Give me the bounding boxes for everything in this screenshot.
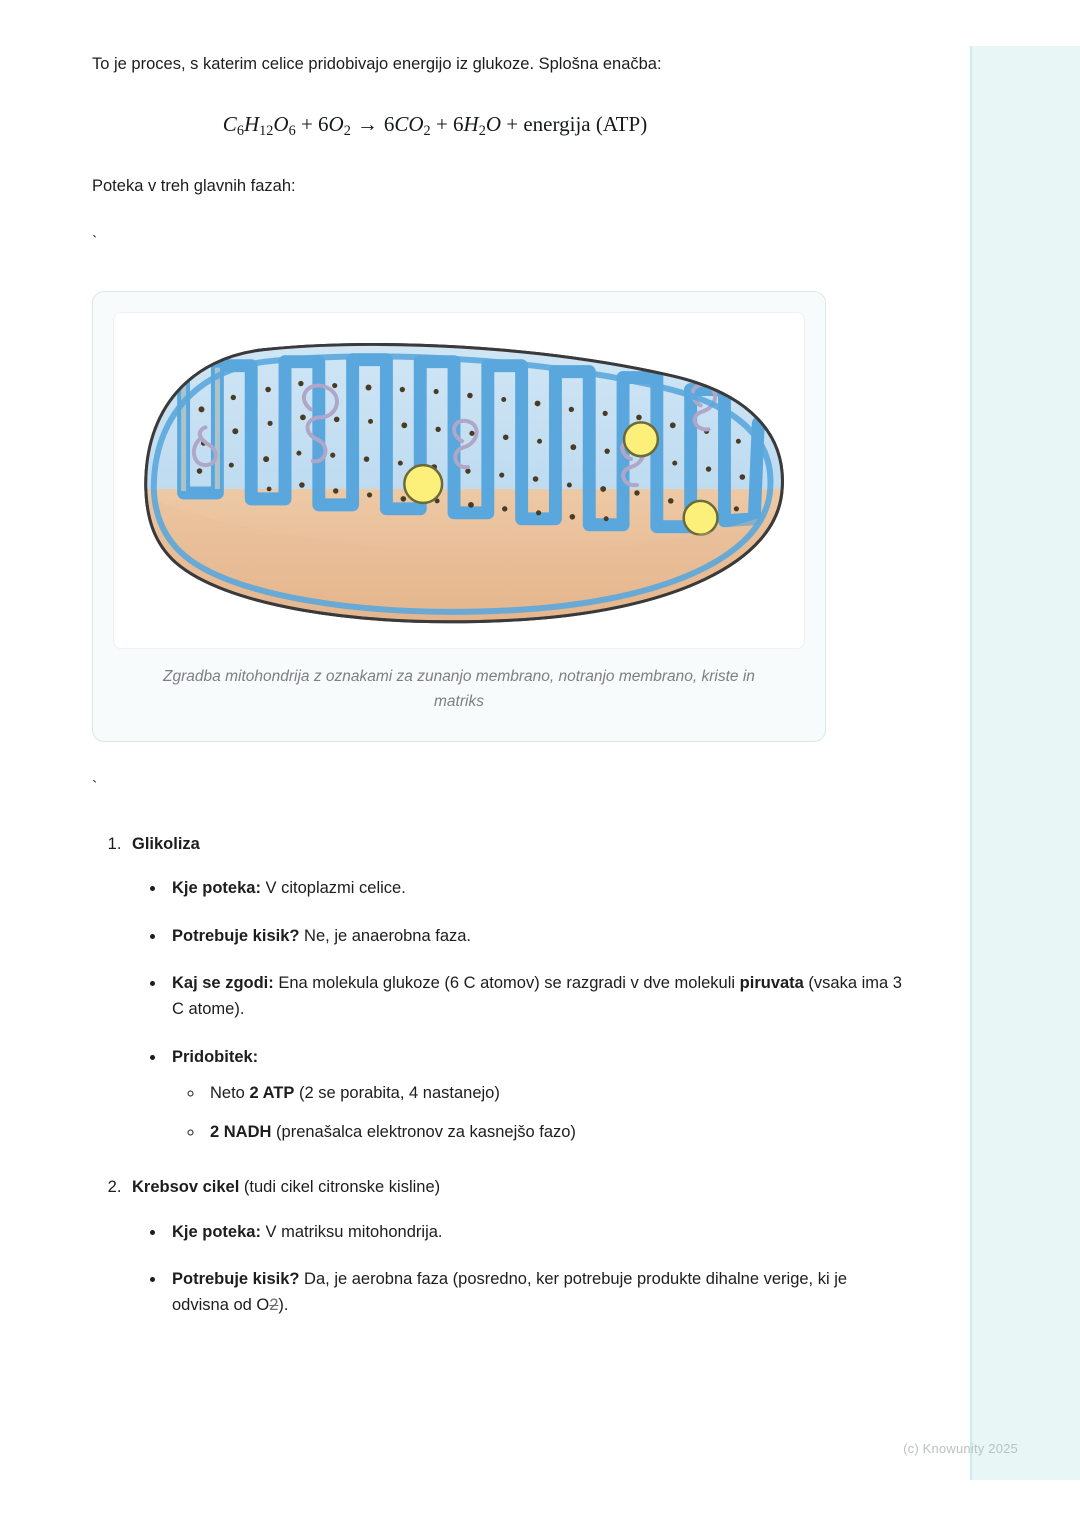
phase-title-2: Krebsov cikel <box>132 1178 240 1196</box>
detail-label: Potrebuje kisik? <box>172 1269 300 1288</box>
subitem-bold: 2 ATP <box>249 1084 295 1103</box>
list-item <box>204 1119 908 1145</box>
list-item <box>166 875 908 901</box>
subitem-bold: 2 NADH <box>210 1122 272 1141</box>
detail-label: Pridobitek: <box>172 1047 259 1066</box>
list-item <box>204 1080 908 1106</box>
detail-text: Ne, je anaerobna faza. <box>299 926 472 945</box>
detail-label: Kje poteka: <box>172 1222 261 1241</box>
phases-list <box>92 832 908 1319</box>
list-item-glikoliza <box>126 832 908 1145</box>
list-item <box>166 923 908 949</box>
phase-title-1: Glikoliza <box>132 834 200 853</box>
figure-card <box>92 291 826 742</box>
krebsov-details <box>132 1219 908 1319</box>
chemical-equation <box>92 112 908 140</box>
intro-paragraph: To je proces, s katerim celice pridobivajo energijo iz glukoze. Splošna enačba: <box>92 55 662 73</box>
detail-text: V matriksu mitohondrija. <box>260 1222 443 1241</box>
mitochondrion-diagram <box>113 312 805 649</box>
detail-label: Potrebuje kisik? <box>172 926 300 945</box>
glikoliza-details <box>132 875 908 1145</box>
subitem-pre: Neto <box>210 1084 250 1103</box>
list-item-krebsov-cikel <box>126 1175 908 1319</box>
detail-text: Da, je aerobna faza (posredno, ker potrebuje produkte dihalne verige, ki je odvisna od O <box>172 1269 848 1315</box>
phase-title-2-suffix: (tudi cikel citronske kisline) <box>239 1178 441 1196</box>
list-item <box>166 1219 908 1245</box>
subitem-post: (prenašalca elektronov za kasnejšo fazo) <box>271 1122 576 1141</box>
figure-caption: Zgradba mitohondrija z oznakami za zunanjo membrano, notranjo membrano, kriste in matriks <box>163 668 755 710</box>
list-item <box>166 1044 908 1145</box>
watermark: (c) Knowunity 2025 <box>903 1441 1018 1456</box>
detail-label: Kaj se zgodi: <box>172 974 274 993</box>
mitochondrion-illustration <box>114 313 804 648</box>
detail-text-end: ). <box>278 1296 289 1315</box>
detail-text: Ena molekula glukoze (6 C atomov) se razgradi v dve molekuli <box>273 974 740 993</box>
list-item <box>166 970 908 1023</box>
pridobitek-sublist <box>172 1080 908 1145</box>
equation-products: $6CO_2 + 6H_2O$ + energija (ATP) <box>383 111 648 139</box>
equation-arrow: → <box>356 111 378 136</box>
subitem-post: (2 se porabita, 4 nastanejo) <box>294 1084 500 1103</box>
backtick-marker-1: ` <box>92 234 98 252</box>
detail-label: Kje poteka: <box>172 879 261 898</box>
backtick-marker-2: ` <box>92 778 98 796</box>
right-side-panel <box>970 46 1080 1480</box>
detail-text: V citoplazmi celice. <box>260 879 406 898</box>
detail-text-end: (vsaka ima 3 C atome). <box>172 974 902 1019</box>
lead-paragraph: Poteka v treh glavnih fazah: <box>92 176 296 195</box>
detail-emphasis: piruvata <box>739 974 804 993</box>
equation-reactants: $C_6H_{12}O_6 + 6O_2$ <box>222 111 351 139</box>
list-item <box>166 1266 908 1319</box>
document-content <box>92 0 908 1319</box>
detail-strikethrough: 2 <box>269 1296 279 1315</box>
